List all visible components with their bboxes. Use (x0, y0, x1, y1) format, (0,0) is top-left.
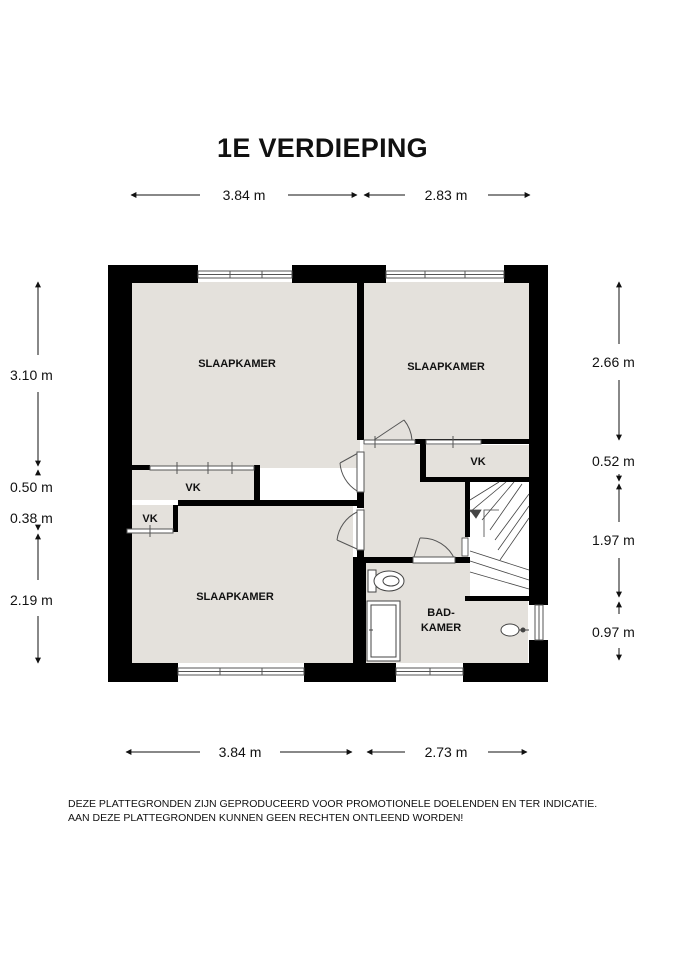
floor-title: 1E VERDIEPING (217, 133, 428, 163)
label-vk-top-left: VK (185, 482, 201, 494)
window-bottom-left (178, 668, 304, 675)
wall-bottom-1 (108, 663, 178, 682)
wall-bottom-2 (304, 663, 396, 682)
label-bathroom-line2: KAMER (420, 622, 462, 634)
label-bedroom-bottom: SLAAPKAMER (196, 591, 274, 603)
window-top-right (386, 271, 504, 278)
wall-bottom-3 (463, 663, 548, 682)
window-bottom-right (396, 668, 463, 675)
wall-vk-small-right (173, 505, 178, 532)
dim-top-left: 3.84 m (222, 187, 266, 203)
wall-vk-left-right (254, 465, 260, 502)
toilet-icon (368, 570, 404, 592)
label-bedroom-top-right: SLAAPKAMER (407, 361, 485, 373)
dim-left-1: 3.10 m (10, 367, 53, 383)
window-top-left (198, 271, 292, 278)
wall-vk-right-left (420, 439, 426, 482)
dim-right-3: 1.97 m (592, 532, 635, 548)
label-vk-right: VK (470, 456, 486, 468)
wall-bath-left (353, 557, 366, 682)
dim-top-right: 2.83 m (424, 187, 468, 203)
dim-left-3: 0.38 m (10, 510, 53, 526)
disclaimer (68, 797, 597, 825)
wall-top-2 (292, 265, 386, 283)
disclaimer-line-1: DEZE PLATTEGRONDEN ZIJN GEPRODUCEERD VOOR PROMOTIONELE DOELENDEN EN TER INDICATIE. (68, 798, 598, 810)
floor-landing (363, 445, 468, 558)
closet-door-landing (364, 440, 415, 444)
dim-bottom-left: 3.84 m (218, 744, 262, 760)
wall-right-1 (529, 265, 548, 480)
bathtub-icon (367, 601, 400, 661)
wall-vk-right-bottom (420, 477, 529, 482)
dim-left-4: 2.19 m (10, 592, 53, 608)
dim-right-2: 0.52 m (592, 453, 635, 469)
label-vk-small: VK (142, 513, 158, 525)
wall-bath-top-right (455, 557, 470, 563)
floor-bedroom-top-left (130, 282, 360, 468)
dim-right-4: 0.97 m (592, 624, 635, 640)
disclaimer-line-2: AAN DEZE PLATTEGRONDEN KUNNEN GEEN RECHTEN ONTLEEND WORDEN! (68, 812, 464, 824)
wall-vk-left-top (125, 465, 150, 470)
label-bedroom-top-left: SLAAPKAMER (198, 358, 276, 370)
dim-left-2: 0.50 m (10, 479, 53, 495)
wall-stair-left (465, 480, 470, 537)
floors (125, 282, 529, 663)
dim-bottom-right: 2.73 m (424, 744, 468, 760)
label-bathroom-line1: BAD- (427, 607, 455, 619)
dim-right-1: 2.66 m (592, 354, 635, 370)
wall-int-vertical-top (357, 265, 364, 440)
wall-int-horizontal-mid (178, 500, 364, 506)
wall-stair-bottom (465, 596, 529, 601)
wall-right-2 (529, 480, 548, 605)
wall-left (108, 265, 132, 682)
closet-door-vk-top-left (150, 466, 254, 470)
window-right (535, 605, 543, 640)
